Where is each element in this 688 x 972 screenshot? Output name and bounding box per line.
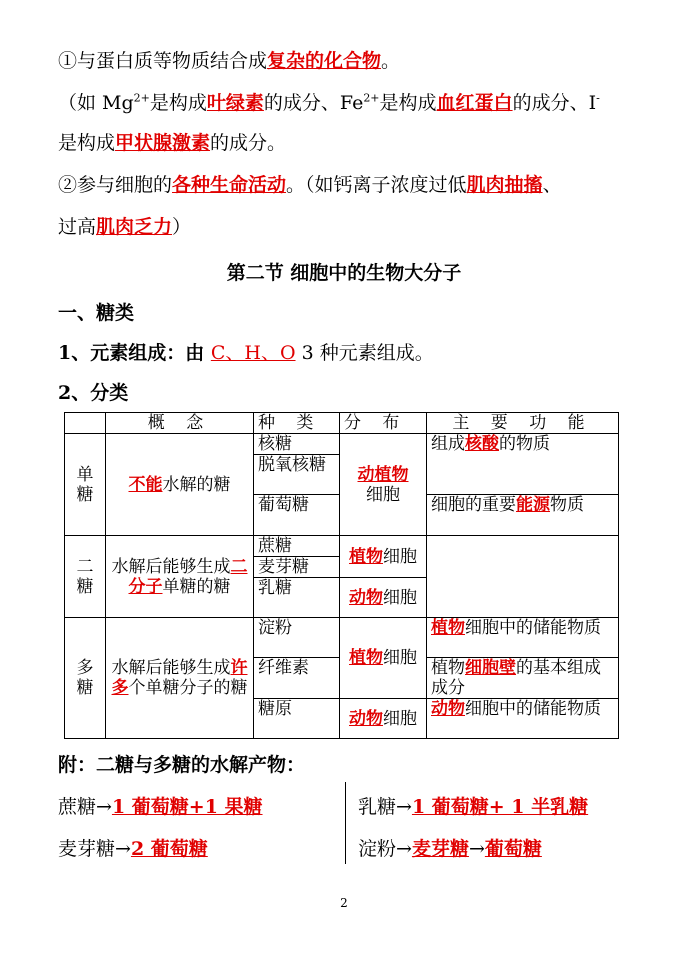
di-kind-sucrose: 蔗糖 [254, 536, 340, 557]
mono-distribution: 动植物 细胞 [340, 434, 427, 536]
highlight-life-activity: 各种生命活动 [172, 174, 287, 196]
header-kind: 种 类 [254, 413, 340, 434]
highlight-elements: C、H、O [210, 342, 296, 364]
table-row [65, 434, 619, 455]
row-label-di: 二 糖 [65, 536, 106, 618]
poly-kind-cellulose: 纤维素 [254, 658, 340, 699]
item-classification: 2、分类 [58, 382, 129, 404]
hydrolysis-starch: 淀粉→麦芽糖→葡萄糖 [358, 838, 542, 860]
paragraph-ion-examples: （如 $Mg^{2+}$是构成叶绿素的成分、$Fe^{2+}$是构成血红蛋白的成分、I- [58, 91, 600, 114]
hydrolysis-maltose: 麦芽糖→2 葡萄糖 [58, 838, 208, 860]
poly-function-3: 动物细胞中的储能物质 [427, 699, 619, 739]
mono-kind-deoxyribose: 脱氧核糖 [254, 455, 340, 495]
paragraph-binding: ①与蛋白质等物质结合成复杂的化合物。 [58, 50, 401, 72]
poly-distribution-plant: 植物细胞 [340, 618, 427, 699]
poly-kind-glycogen: 糖原 [254, 699, 340, 739]
mono-function-2: 细胞的重要能源物质 [427, 495, 619, 536]
table-row [65, 618, 619, 658]
highlight-complex-compound: 复杂的化合物 [267, 50, 382, 72]
item-elements: 1、元素组成：由 C、H、O 3 种元素组成。 [58, 342, 434, 364]
poly-concept: 水解后能够生成许多个单糖分子的糖 [106, 618, 254, 739]
row-label-mono: 单 糖 [65, 434, 106, 536]
poly-distribution-animal: 动物细胞 [340, 699, 427, 739]
di-distribution-plant: 植物细胞 [340, 536, 427, 578]
page-number: 2 [340, 896, 348, 910]
section-title: 第二节 细胞中的生物大分子 [226, 262, 462, 284]
highlight-muscle-spasm: 肌肉抽搐 [466, 174, 543, 196]
highlight-muscle-weakness: 肌肉乏力 [96, 216, 173, 238]
di-kind-lactose: 乳糖 [254, 578, 340, 618]
poly-function-1: 植物细胞中的储能物质 [427, 618, 619, 658]
di-concept: 水解后能够生成二分子单糖的糖 [106, 536, 254, 618]
mono-concept: 不能水解的糖 [106, 434, 254, 536]
sugar-classification-table [64, 412, 619, 739]
hydrolysis-sucrose: 蔗糖→1 葡萄糖+1 果糖 [58, 796, 263, 818]
paragraph-ion-examples-2: 是构成甲状腺激素的成分。 [58, 132, 287, 154]
row-label-poly: 多 糖 [65, 618, 106, 739]
poly-kind-starch: 淀粉 [254, 618, 340, 658]
highlight-chlorophyll: 叶绿素 [206, 92, 264, 114]
mono-kind-ribose: 核糖 [254, 434, 340, 455]
mono-function-1: 组成核酸的物质 [427, 434, 619, 495]
table-header-row [65, 413, 619, 434]
paragraph-life-activity-2: 过高肌肉乏力） [58, 216, 192, 238]
appendix-title: 附：二糖与多糖的水解产物： [58, 754, 306, 776]
header-distribution: 分 布 [340, 413, 427, 434]
header-concept: 概 念 [106, 413, 254, 434]
di-distribution-animal: 动物细胞 [340, 578, 427, 618]
table-row [65, 536, 619, 557]
poly-function-2: 植物细胞壁的基本组成成分 [427, 658, 619, 699]
highlight-hemoglobin: 血红蛋白 [436, 92, 513, 114]
header-function: 主 要 功 能 [427, 413, 619, 434]
di-kind-maltose: 麦芽糖 [254, 557, 340, 578]
highlight-thyroid-hormone: 甲状腺激素 [115, 132, 211, 154]
hydrolysis-lactose: 乳糖→1 葡萄糖+ 1 半乳糖 [358, 796, 589, 818]
paragraph-life-activity: ②参与细胞的各种生命活动。（如钙离子浓度过低肌肉抽搐、 [58, 174, 562, 196]
subheading-sugars: 一、糖类 [58, 302, 135, 324]
mono-kind-glucose: 葡萄糖 [254, 495, 340, 536]
column-divider [345, 782, 346, 864]
di-function-empty [427, 536, 619, 618]
